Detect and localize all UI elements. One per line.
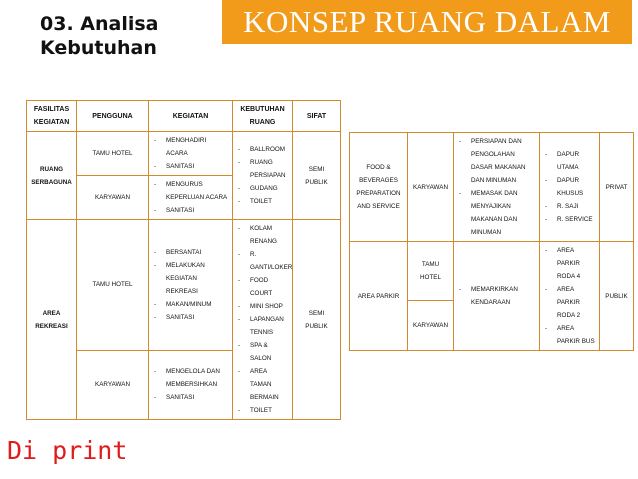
kegiatan-cell [454,133,540,242]
table-row [350,133,634,242]
sifat-cell: SEMI PUBLIK [293,132,341,220]
print-note: Di print [7,436,128,465]
sifat-cell: PUBLIK [600,242,634,351]
list-item: - SPA & SALON [237,339,288,365]
list-item: - PERSIAPAN DAN PENGOLAHAN DASAR MAKANAN DAN MINUMAN [458,135,535,187]
list-item: - AREA PARKIR BUS [544,322,595,348]
table-facilities-left [26,100,341,420]
header-pengguna: PENGGUNA [77,101,149,132]
kebutuhan-cell [233,220,293,420]
kegiatan-cell [149,176,233,220]
list-item: - MELAKUKAN KEGIATAN REKREASI [153,259,228,298]
table-facilities-right [349,132,634,351]
pengguna-cell: KARYAWAN [77,176,149,220]
list-item: - AREA TAMAN BERMAIN [237,365,288,404]
kegiatan-cell [149,350,233,419]
sifat-cell: PRIVAT [600,133,634,242]
fasilitas-cell: AREA PARKIR [350,242,408,351]
header-kebutuhan: KEBUTUHAN RUANG [233,101,293,132]
fasilitas-cell: AREA REKREASI [27,220,77,420]
pengguna-cell: KARYAWAN [408,133,454,242]
list-item: - R. GANTI/LOKER [237,248,288,274]
kebutuhan-cell [540,242,600,351]
list-item: - DAPUR KHUSUS [544,174,595,200]
sifat-cell: SEMI PUBLIK [293,220,341,420]
kegiatan-cell [149,220,233,351]
list-item: - MEMARKIRKAN KENDARAAN [458,283,535,309]
pengguna-cell: KARYAWAN [77,350,149,419]
table-row [350,242,634,301]
list-item: - MENGELOLA DAN MEMBERSIHKAN [153,365,228,391]
list-item: - SANITASI [153,311,228,324]
list-item: - SANITASI [153,391,228,404]
title-banner [222,0,632,44]
kebutuhan-cell [233,132,293,220]
list-item: - DAPUR UTAMA [544,148,595,174]
pengguna-cell: TAMU HOTEL [408,242,454,301]
kegiatan-cell [454,242,540,351]
pengguna-cell: TAMU HOTEL [77,132,149,176]
list-item: - BERSANTAI [153,246,228,259]
banner-title: KONSEP RUANG DALAM [243,4,611,39]
list-item: - RUANG PERSIAPAN [237,156,288,182]
table-header-row [27,101,341,132]
list-item: - LAPANGAN TENNIS [237,313,288,339]
fasilitas-cell: RUANG SERBAGUNA [27,132,77,220]
table-row [27,220,341,351]
section-title: 03. Analisa Kebutuhan [40,13,159,59]
list-item: - MINI SHOP [237,300,288,313]
list-item: - TOILET [237,195,288,208]
header-fasilitas: FASILITAS KEGIATAN [27,101,77,132]
list-item: - SANITASI [153,204,228,217]
pengguna-cell: TAMU HOTEL [77,220,149,351]
list-item: - BALLROOM [237,143,288,156]
list-item: - FOOD COURT [237,274,288,300]
list-item: - AREA PARKIR RODA 4 [544,244,595,283]
kegiatan-cell [149,132,233,176]
kebutuhan-cell [540,133,600,242]
list-item: - MEMASAK DAN MENYAJIKAN MAKANAN DAN MINUMAN [458,187,535,239]
list-item: - TOILET [237,404,288,417]
header-kegiatan: KEGIATAN [149,101,233,132]
list-item: - AREA PARKIR RODA 2 [544,283,595,322]
list-item: - GUDANG [237,182,288,195]
list-item: - R. SERVICE [544,213,595,226]
pengguna-cell: KARYAWAN [408,301,454,351]
table-row [27,132,341,176]
list-item: - MAKAN/MINUM [153,298,228,311]
list-item: - MENGHADIRI ACARA [153,134,228,160]
header-sifat: SIFAT [293,101,341,132]
list-item: - R. SAJI [544,200,595,213]
list-item: - SANITASI [153,160,228,173]
list-item: - KOLAM RENANG [237,222,288,248]
list-item: - MENGURUS KEPERLUAN ACARA [153,178,228,204]
fasilitas-cell: FOOD & BEVERAGES PREPARATION AND SERVICE [350,133,408,242]
